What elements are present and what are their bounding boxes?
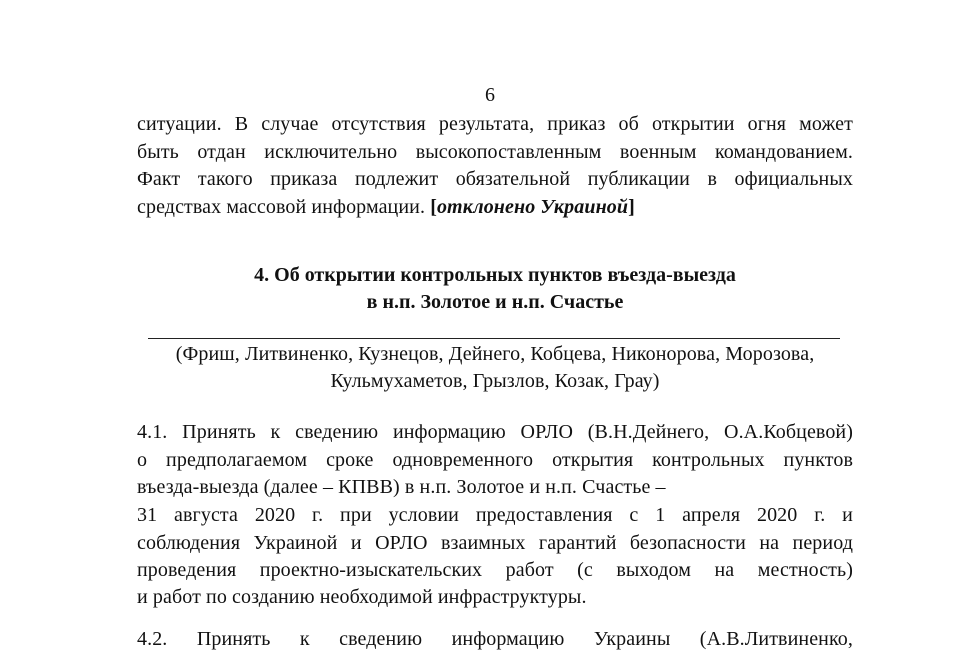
item-4-2-line-1: 4.2. Принять к сведению информацию Украины (А.В.Литвиненко, <box>137 628 853 650</box>
page-number: 6 <box>485 84 495 106</box>
section-title-line-2: в н.п. Золотое и н.п. Счастье <box>366 291 624 313</box>
paragraph-intro-line-1: ситуации. В случае отсутствия результата, приказ об открытии огня может <box>137 113 853 135</box>
item-4-1-line-7: и работ по созданию необходимой инфраструктуры. <box>137 586 587 608</box>
paragraph-intro-text: средствах массовой информации. <box>137 196 426 218</box>
paragraph-intro-line-2: быть отдан исключительно высокопоставленным военным командованием. <box>137 141 853 163</box>
item-4-1-line-1: 4.1. Принять к сведению информацию ОРЛО (В.Н.Дейнего, О.А.Кобцевой) <box>137 421 853 443</box>
paragraph-intro-line-3: Факт такого приказа подлежит обязательной публикации в официальных <box>137 168 853 190</box>
item-4-1-line-2: о предполагаемом сроке одновременного открытия контрольных пунктов <box>137 449 853 471</box>
item-4-1-line-4: 31 августа 2020 г. при условии предоставления с 1 апреля 2020 г. и <box>137 504 853 526</box>
section-title-line-1: 4. Об открытии контрольных пунктов въезда-выезда <box>254 264 736 286</box>
section-divider <box>148 338 840 339</box>
rejected-note-text: отклонено Украиной <box>436 196 629 218</box>
paragraph-intro-line-4 <box>137 195 853 219</box>
rejected-note-open-bracket: [ <box>430 196 437 218</box>
participants-line-1: (Фриш, Литвиненко, Кузнецов, Дейнего, Кобцева, Никонорова, Морозова, <box>175 343 815 365</box>
rejected-note-close-bracket: ] <box>628 196 635 218</box>
item-4-1-line-3: въезда-выезда (далее – КПВВ) в н.п. Золотое и н.п. Счастье – <box>137 476 666 498</box>
item-4-1-line-6: проведения проектно-изыскательских работ (с выходом на местность) <box>137 559 853 581</box>
rejected-note <box>430 196 635 218</box>
item-4-1-line-5: соблюдения Украиной и ОРЛО взаимных гарантий безопасности на период <box>137 532 853 554</box>
participants-line-2: Кульмухаметов, Грызлов, Козак, Грау) <box>330 370 660 392</box>
